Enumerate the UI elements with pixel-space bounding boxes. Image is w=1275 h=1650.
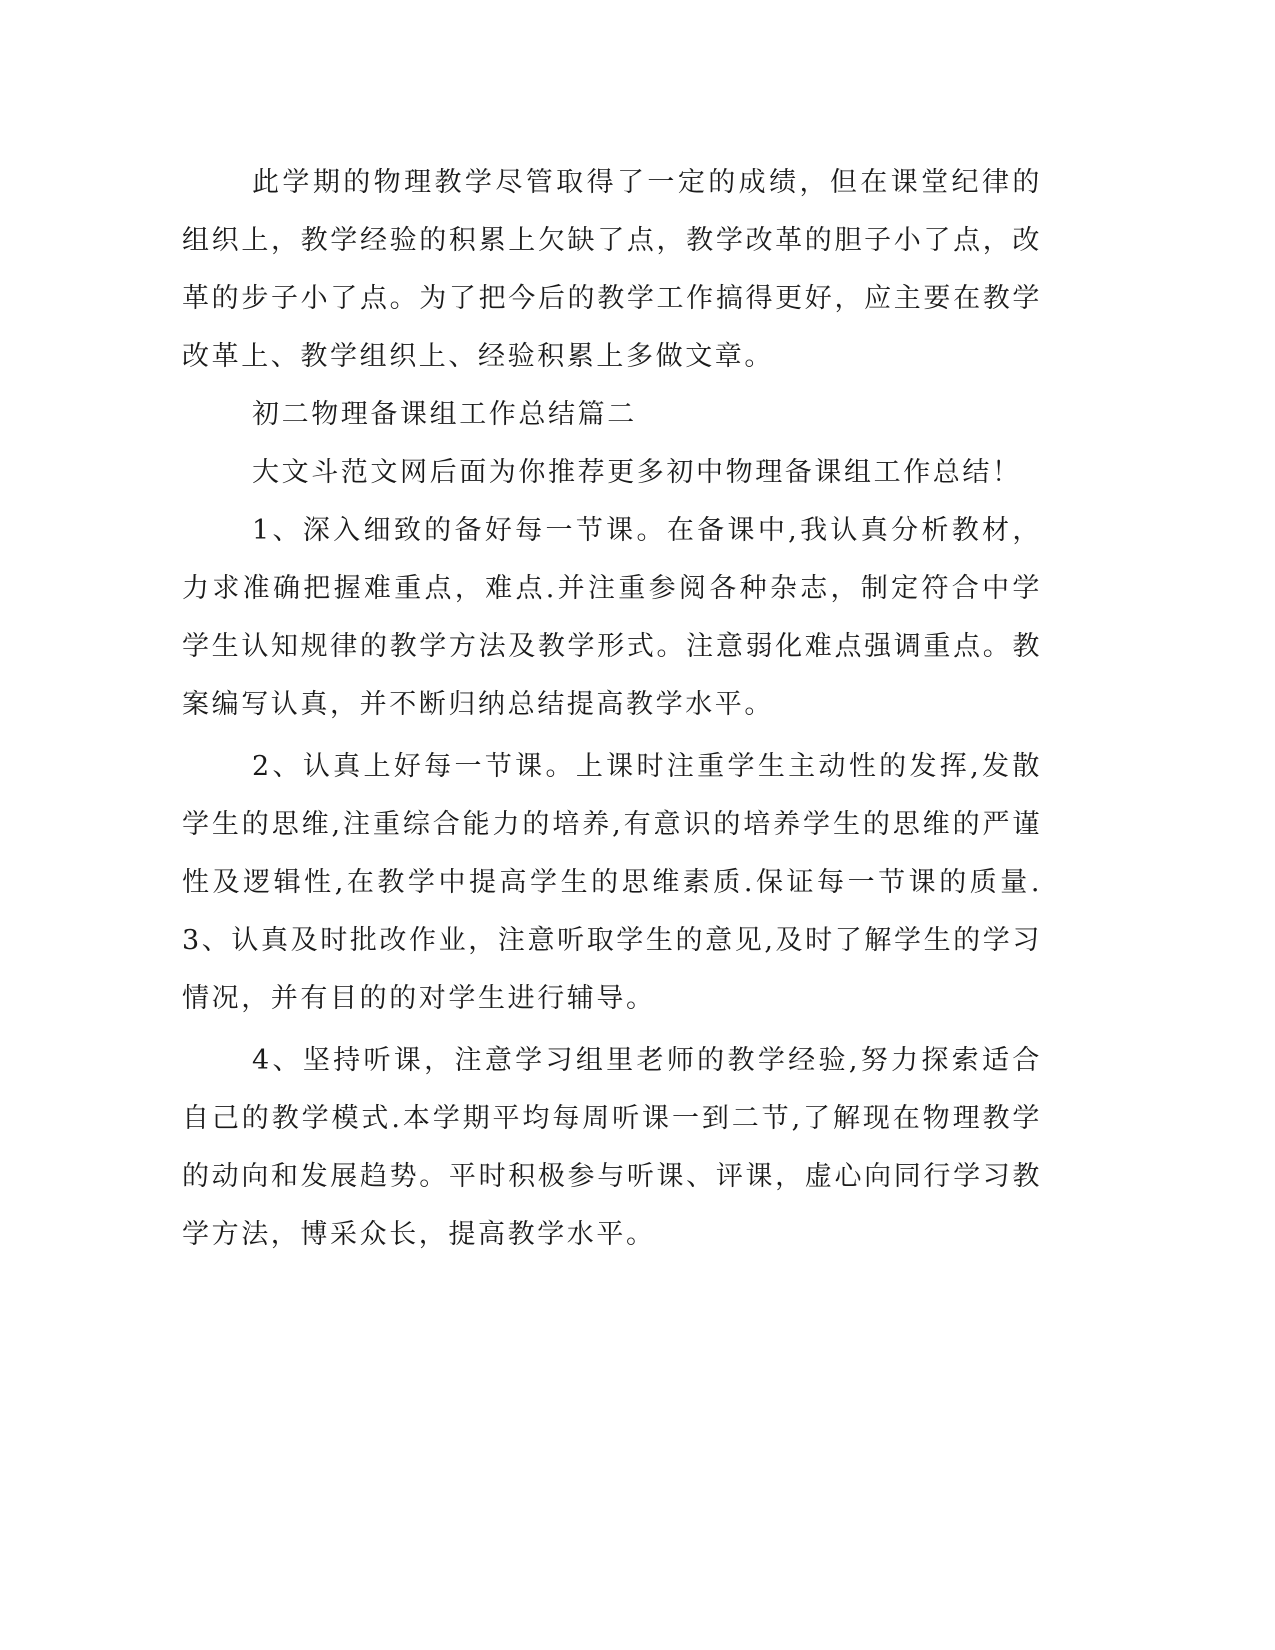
paragraph-recommendation: 大文斗范文网后面为你推荐更多初中物理备课组工作总结！ (252, 457, 1022, 488)
paragraph-item-1: 1、深入细致的备好每一节课。在备课中,我认真分析教材，力求准确把握难重点，难点.并注重参阅各种杂志，制定符合中学学生认知规律的教学方法及教学形式。注意弱化难点强调重点。教案编写认真，并不断归纳总结提高教学水平。 (182, 515, 1042, 720)
section-heading: 初二物理备课组工作总结篇二 (252, 399, 637, 430)
document-body (182, 154, 1042, 1264)
paragraph-item-2: 2、认真上好每一节课。上课时注重学生主动性的发挥,发散学生的思维,注重综合能力的培养,有意识的培养学生的思维的严谨性及逻辑性,在教学中提高学生的思维素质.保证每一节课的质量.3、认真及时批改作业，注意听取学生的意见,及时了解学生的学习情况，并有目的的对学生进行辅导。 (182, 751, 1042, 1014)
paragraph-summary: 此学期的物理教学尽管取得了一定的成绩，但在课堂纪律的组织上，教学经验的积累上欠缺了点，教学改革的胆子小了点，改革的步子小了点。为了把今后的教学工作搞得更好，应主要在教学改革上、教学组织上、经验积累上多做文章。 (182, 167, 1042, 372)
paragraph-item-4: 4、坚持听课，注意学习组里老师的教学经验,努力探索适合自己的教学模式.本学期平均每周听课一到二节,了解现在物理教学的动向和发展趋势。平时积极参与听课、评课，虚心向同行学习教学方法，博采众长，提高教学水平。 (182, 1045, 1042, 1250)
